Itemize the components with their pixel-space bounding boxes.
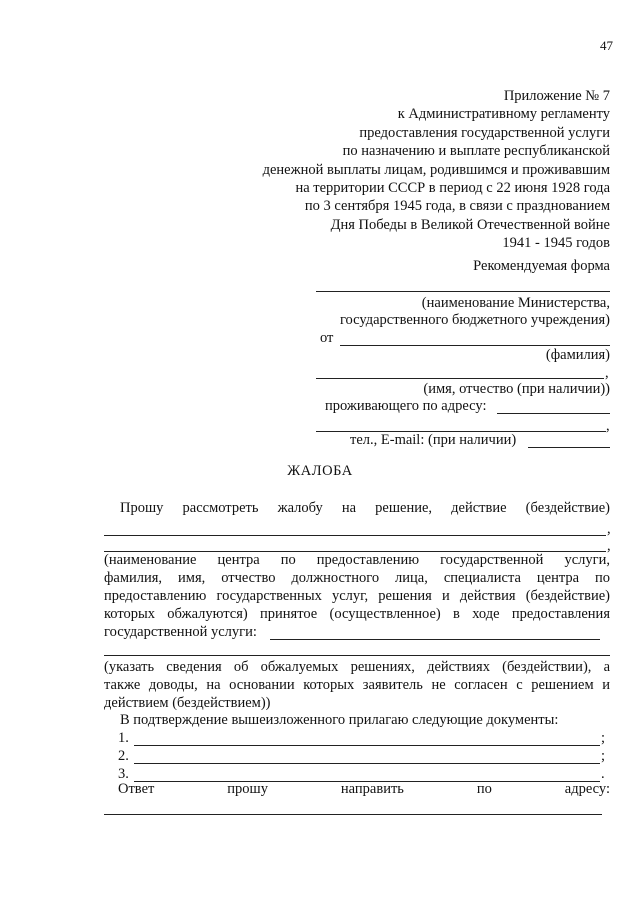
from-field[interactable] <box>340 345 610 346</box>
caption-line: также доводы, на основании которых заявитель не согласен с решением и <box>104 677 610 693</box>
residing-field[interactable] <box>497 413 610 414</box>
caption-line: (указать сведения об обжалуемых решениях, действиях (бездействии), а <box>104 659 610 675</box>
header-line: денежной выплаты лицам, родившимся и проживавшим <box>262 161 610 178</box>
details-field[interactable] <box>104 655 610 656</box>
document-title: ЖАЛОБА <box>287 463 353 479</box>
page-number: 47 <box>600 38 613 53</box>
attachment-number: 2. <box>118 748 129 764</box>
phone-label: тел., E-mail: (при наличии) <box>350 432 517 448</box>
header-line: к Административному регламенту <box>397 106 610 123</box>
header-line: Приложение № 7 <box>503 88 610 104</box>
attachment-field[interactable] <box>134 745 600 746</box>
name-caption: (имя, отчество (при наличии)) <box>423 381 610 397</box>
ministry-caption-1: (наименование Министерства, <box>421 295 610 311</box>
attachment-end: ; <box>601 748 606 764</box>
attachment-number: 1. <box>118 730 129 746</box>
header-line: предоставления государственной услуги <box>359 124 610 141</box>
answer-line: Ответ прошу направить по адресу: <box>118 781 610 797</box>
header-line: 1941 - 1945 годов <box>502 235 610 252</box>
caption-line: предоставлению государственных услуг, решения и действия (бездействие) <box>104 588 610 604</box>
ministry-field[interactable] <box>316 291 610 292</box>
header-line: по назначению и выплате республиканской <box>342 143 610 160</box>
attachment-end: . <box>601 766 605 782</box>
header-line: на территории СССР в период с 22 июня 1928 года <box>295 180 610 197</box>
appendix-header <box>190 87 610 253</box>
header-line: Дня Победы в Великой Отечественной войне <box>330 216 610 233</box>
decision-comma-2: , <box>607 538 611 554</box>
attachment-field[interactable] <box>134 763 600 764</box>
name-comma: , <box>605 365 609 381</box>
attachment-end: ; <box>601 730 606 746</box>
phone-field[interactable] <box>528 447 610 448</box>
service-field[interactable] <box>270 639 600 640</box>
attach-intro: В подтверждение вышеизложенного прилагаю следующие документы: <box>120 712 559 728</box>
caption-line-last: действием (бездействием)) <box>104 695 271 711</box>
ministry-caption-2: государственного бюджетного учреждения) <box>339 312 610 328</box>
decision-comma-1: , <box>607 521 611 537</box>
caption-line: (наименование центра по предоставлению государственной услуги, <box>104 552 610 568</box>
form-type-label: Рекомендуемая форма <box>473 258 610 274</box>
from-label: от <box>320 330 334 346</box>
request-line: Прошу рассмотреть жалобу на решение, действие (бездействие) <box>120 500 610 516</box>
header-line: по 3 сентября 1945 года, в связи с празднованием <box>304 198 610 215</box>
surname-caption: (фамилия) <box>545 347 610 363</box>
decision-field-1[interactable] <box>104 535 606 536</box>
caption-line: которых обжалуются) принятое (осуществленное) в ходе предоставления <box>104 606 610 622</box>
attachment-number: 3. <box>118 766 129 782</box>
address-comma: , <box>606 418 610 434</box>
name-field[interactable] <box>316 378 604 379</box>
caption-line: фамилия, имя, отчество должностного лица, специалиста центра по <box>104 570 610 586</box>
residing-label: проживающего по адресу: <box>325 398 487 414</box>
caption-line-last: государственной услуги: <box>104 624 257 640</box>
answer-address-field[interactable] <box>104 814 602 815</box>
